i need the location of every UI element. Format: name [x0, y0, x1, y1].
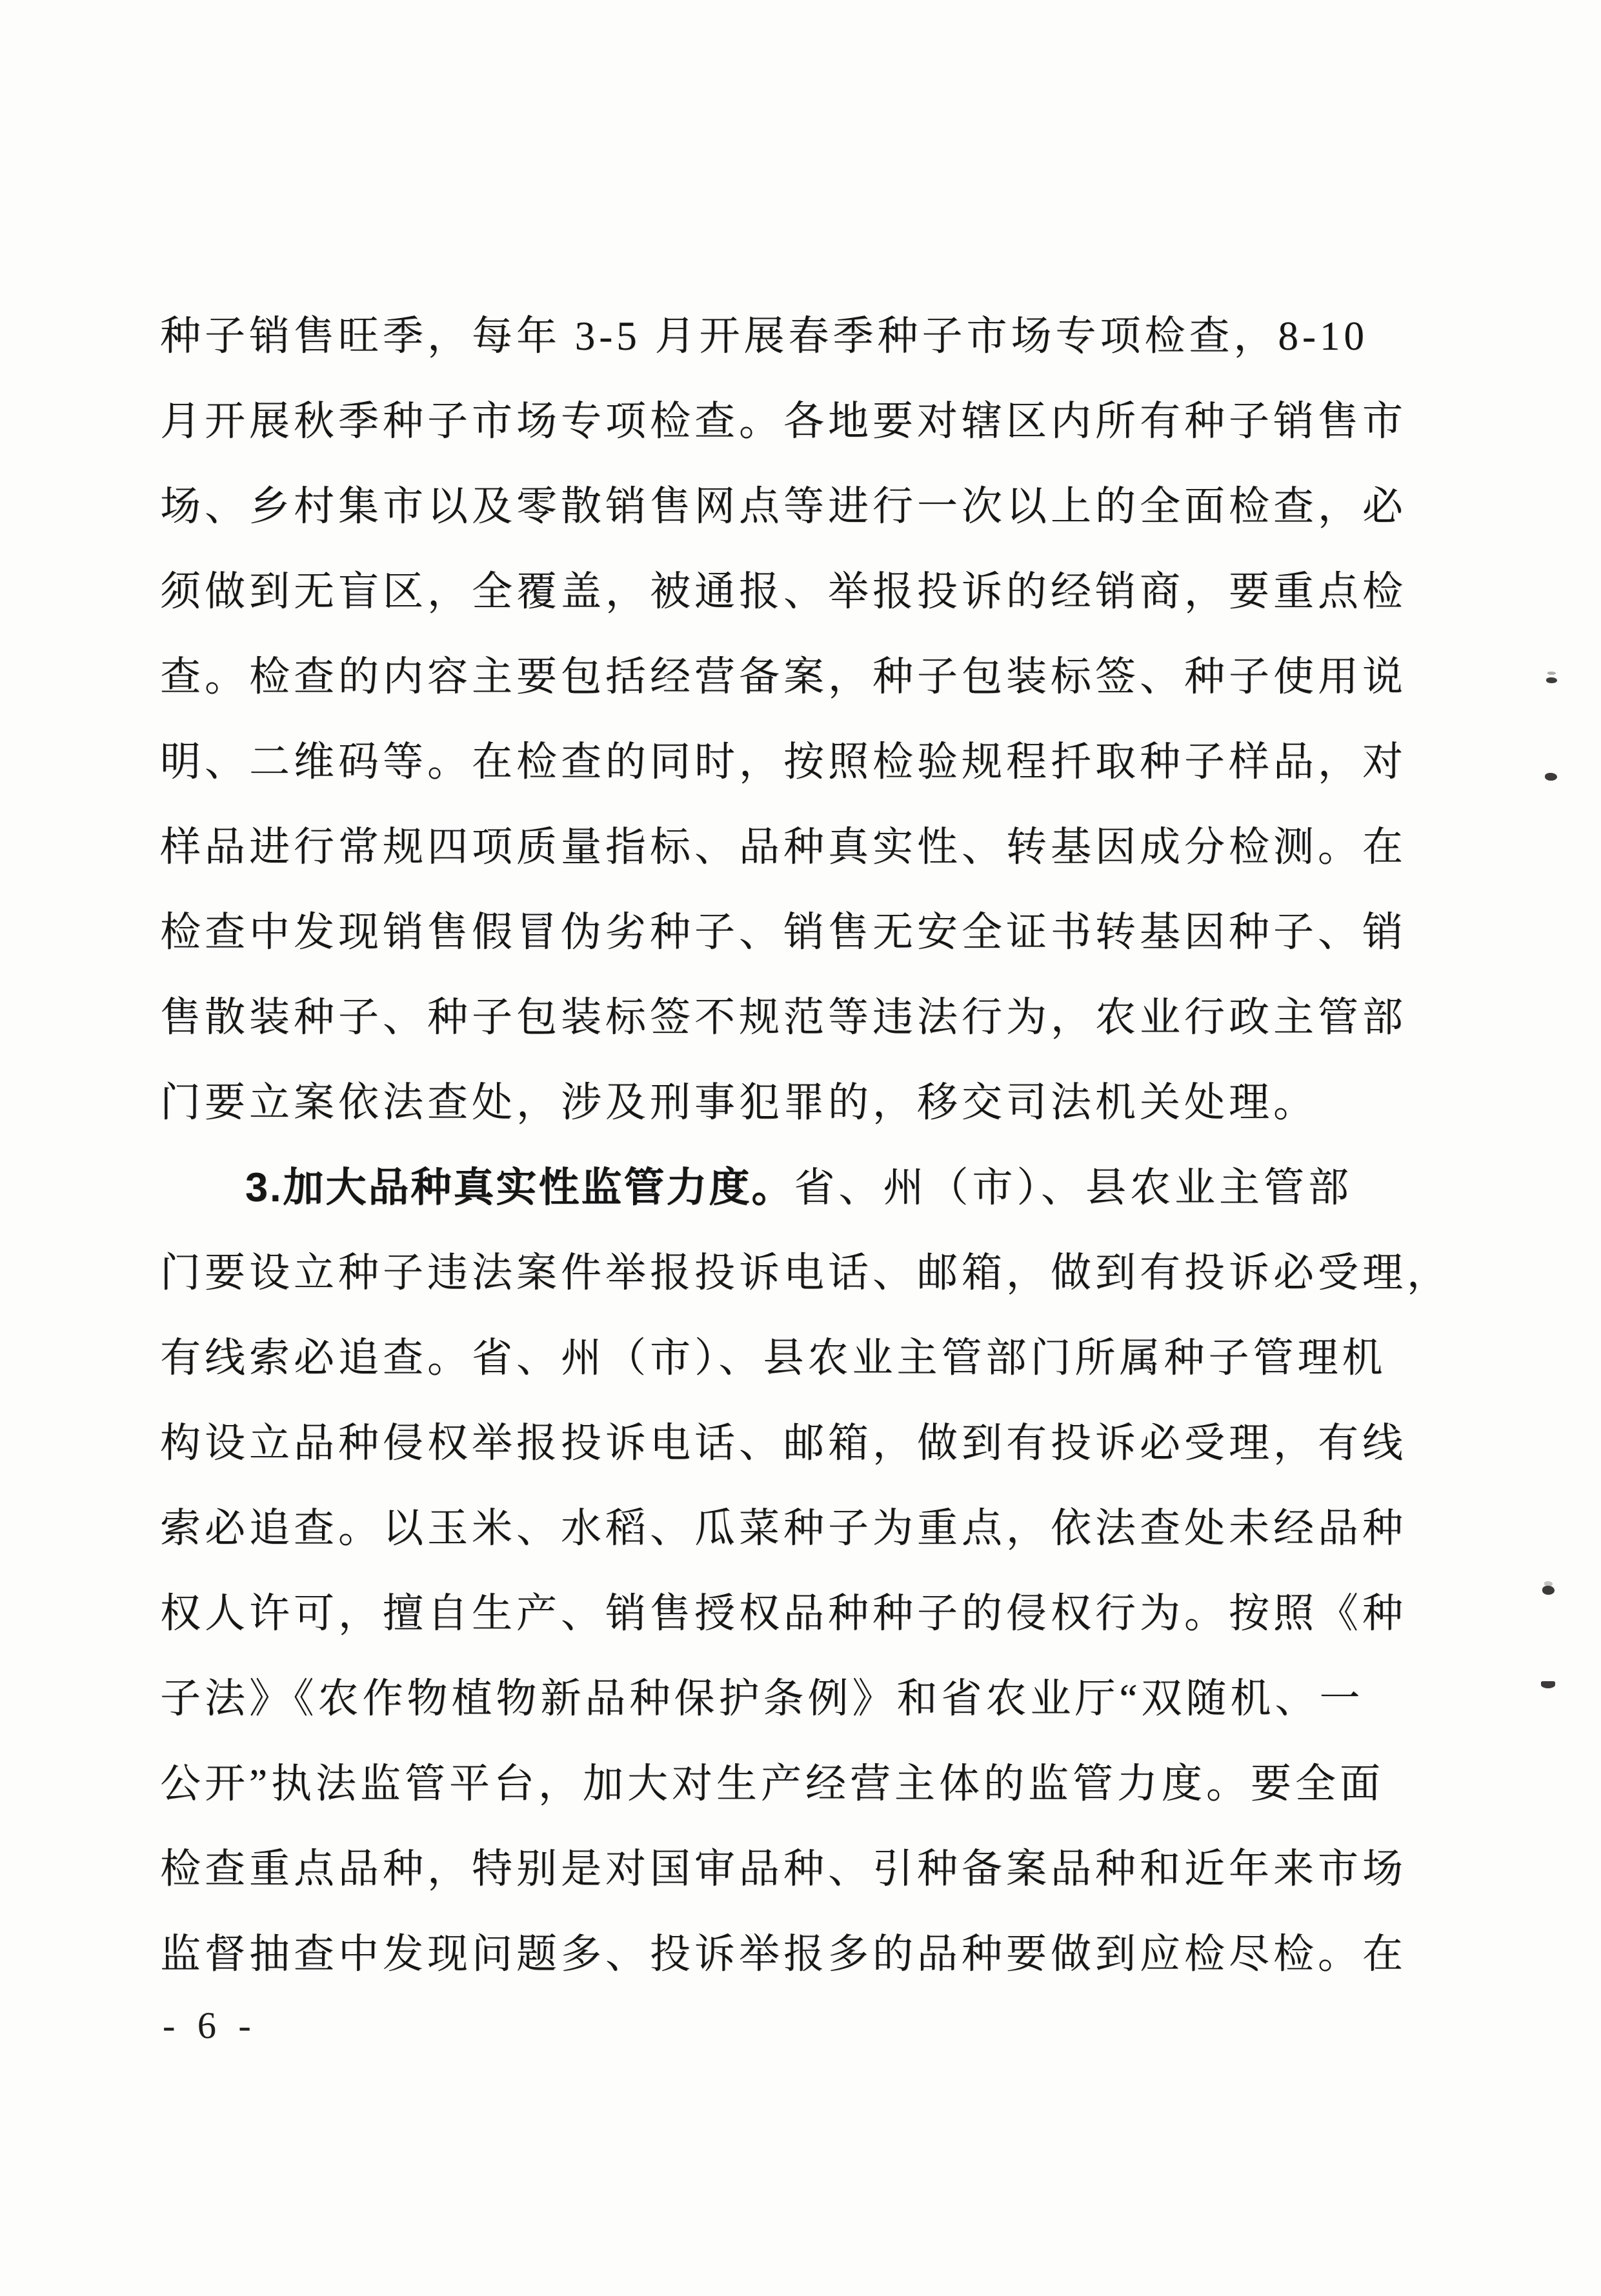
line-text: 种子销售旺季，每年 3-5 月开展春季种子市场专项检查，8-10: [160, 314, 1368, 359]
text-line: [160, 890, 1409, 975]
text-line: [160, 1656, 1409, 1741]
text-line: [160, 1571, 1409, 1656]
scan-artifact: [1541, 1681, 1555, 1688]
line-text: 索必追查。以玉米、水稻、瓜菜种子为重点，依法查处未经品种: [160, 1506, 1407, 1551]
text-line: [160, 1401, 1409, 1486]
text-line: [160, 549, 1409, 634]
line-text: 样品进行常规四项质量指标、品种真实性、转基因成分检测。在: [160, 824, 1407, 870]
line-text: 检查中发现销售假冒伪劣种子、销售无安全证书转基因种子、销: [160, 910, 1407, 955]
text-line: [160, 804, 1409, 890]
scan-artifact: [1542, 1586, 1555, 1595]
text-line: [160, 719, 1409, 804]
line-text: 有线索必追查。省、州（市）、县农业主管部门所属种子管理机: [160, 1335, 1387, 1381]
line-text: 省、州（市）、县农业主管部: [794, 1165, 1353, 1210]
line-text: 监督抽查中发现问题多、投诉举报多的品种要做到应检尽检。在: [160, 1932, 1407, 1977]
line-text: 构设立品种侵权举报投诉电话、邮箱，做到有投诉必受理，有线: [160, 1421, 1407, 1466]
page-number: - 6 -: [163, 2004, 257, 2046]
text-line: [160, 1060, 1409, 1145]
text-line: [160, 1230, 1451, 1315]
section-heading: 3.加大品种真实性监管力度。: [245, 1165, 794, 1210]
text-line: [160, 1741, 1409, 1826]
line-text: 明、二维码等。在检查的同时，按照检验规程扦取种子样品，对: [160, 739, 1407, 784]
line-text: 公开”执法监管平台，加大对生产经营主体的监管力度。要全面: [160, 1761, 1384, 1806]
text-line: [160, 1486, 1409, 1571]
body-text-block: [160, 294, 1451, 1997]
text-line: [160, 975, 1409, 1060]
line-text: 权人许可，擅自生产、销售授权品种种子的侵权行为。按照《种: [160, 1591, 1407, 1636]
line-text: 查。检查的内容主要包括经营备案，种子包装标签、种子使用说: [160, 654, 1407, 699]
text-line: [160, 1912, 1409, 1997]
text-line: [160, 634, 1409, 719]
scan-artifact: [1546, 677, 1557, 683]
line-text: 售散装种子、种子包装标签不规范等违法行为，农业行政主管部: [160, 995, 1407, 1040]
text-line: [160, 294, 1409, 379]
line-text: 门要立案依法查处，涉及刑事犯罪的，移交司法机关处理。: [160, 1080, 1318, 1125]
line-text: 场、乡村集市以及零散销售网点等进行一次以上的全面检查，必: [160, 484, 1407, 529]
line-text: 须做到无盲区，全覆盖，被通报、举报投诉的经销商，要重点检: [160, 569, 1407, 614]
line-text: 月开展秋季种子市场专项检查。各地要对辖区内所有种子销售市: [160, 399, 1407, 444]
line-text: 门要设立种子违法案件举报投诉电话、邮箱，做到有投诉必受理，: [160, 1250, 1451, 1295]
scan-artifact: [1545, 773, 1557, 781]
line-text: 检查重点品种，特别是对国审品种、引种备案品种和近年来市场: [160, 1846, 1407, 1892]
text-line-with-heading: [160, 1145, 1409, 1230]
text-line: [160, 464, 1409, 549]
text-line: [160, 1826, 1409, 1912]
text-line: [160, 1315, 1409, 1401]
line-text: 子法》《农作物植物新品种保护条例》和省农业厅“双随机、一: [160, 1676, 1364, 1721]
text-line: [160, 379, 1409, 464]
